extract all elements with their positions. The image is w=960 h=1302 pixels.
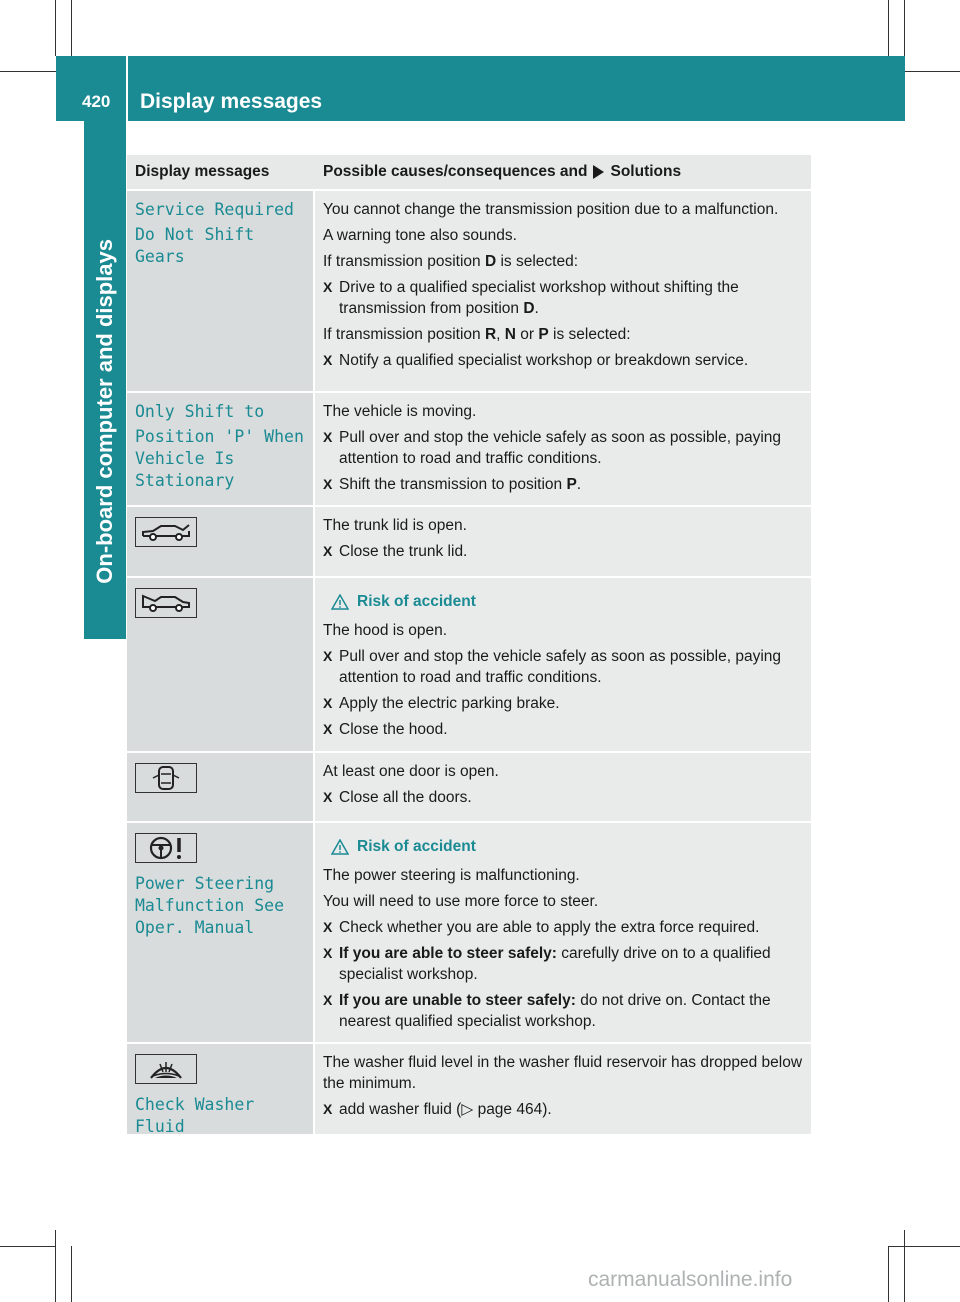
message-line: Do Not Shift Gears (135, 225, 255, 266)
table-row (127, 1044, 811, 1134)
washer-fluid-icon (135, 1054, 197, 1084)
step-marker: X (323, 279, 333, 295)
crop-mark (0, 71, 56, 72)
solution-step: X Close the trunk lid. (323, 543, 468, 560)
column-header-text: Solutions (610, 163, 682, 180)
cause-text: The washer fluid level in the washer fluid reservoir has dropped below the minimum. (323, 1054, 803, 1092)
solution-step: X If you are able to steer safely: carefully drive on to a qualified specialist workshop. (323, 945, 771, 983)
warning-notice (331, 591, 804, 612)
crop-mark (71, 0, 72, 56)
table-row (127, 753, 811, 823)
table-row (127, 393, 811, 507)
table-row (127, 191, 811, 393)
solution-step: X Drive to a qualified specialist workshop without shifting the transmission from position D. (323, 279, 739, 317)
message-line: Service Required (135, 200, 294, 219)
cause-text: At least one door is open. (323, 763, 499, 780)
page-header (56, 56, 905, 121)
table-row (127, 823, 811, 1044)
solution-step: X Apply the electric parking brake. (323, 695, 560, 712)
arrow-right-icon (593, 165, 604, 179)
step-marker: X (323, 919, 333, 935)
solution-step: X add washer fluid (▷ page 464). (323, 1101, 552, 1118)
cause-text: You cannot change the transmission position due to a malfunction. (323, 201, 779, 218)
solution-step: X Close the hood. (323, 721, 448, 738)
cause-text: The hood is open. (323, 622, 448, 639)
crop-mark (888, 0, 889, 56)
warning-text: Risk of accident (357, 593, 476, 610)
crop-mark (904, 0, 905, 56)
condition-text: If transmission position D is selected: (323, 253, 579, 270)
step-marker: X (323, 1101, 333, 1117)
table-header (127, 155, 811, 191)
cause-text: The vehicle is moving. (323, 403, 477, 420)
message-solution (315, 1044, 811, 1134)
column-header-messages: Display messages (135, 163, 270, 180)
condition-text: If transmission position R, N or P is selected: (323, 326, 631, 343)
cause-text: The trunk lid is open. (323, 517, 467, 534)
message-solution (315, 191, 811, 391)
cause-text: A warning tone also sounds. (323, 227, 517, 244)
hood-open-icon (135, 588, 197, 618)
display-messages-table (127, 155, 811, 1134)
section-title: On-board computer and displays (92, 239, 117, 584)
step-marker: X (323, 476, 333, 492)
message-solution (315, 507, 811, 576)
solution-step: X If you are unable to steer safely: do not drive on. Contact the nearest qualified specialist workshop. (323, 992, 771, 1030)
crop-mark (888, 1246, 889, 1302)
step-marker: X (323, 721, 333, 737)
column-header-solutions (315, 163, 811, 181)
message-line: Position 'P' When Vehicle Is Stationary (135, 427, 304, 490)
display-message (127, 393, 315, 505)
display-message (127, 1044, 315, 1134)
step-marker: X (323, 789, 333, 805)
cause-text: The power steering is malfunctioning. (323, 867, 580, 884)
trunk-open-icon (135, 517, 197, 547)
table-row (127, 507, 811, 578)
warning-notice (331, 836, 804, 857)
cause-text: You will need to use more force to steer. (323, 893, 599, 910)
message-solution (315, 393, 811, 505)
solution-step: X Pull over and stop the vehicle safely as soon as possible, paying attention to road and traffic conditions. (323, 648, 782, 686)
warning-text: Risk of accident (357, 838, 476, 855)
display-message (127, 753, 315, 821)
solution-step: X Pull over and stop the vehicle safely as soon as possible, paying attention to road and traffic conditions. (323, 429, 782, 467)
step-marker: X (323, 352, 333, 368)
crop-mark (55, 0, 56, 56)
step-marker: X (323, 992, 333, 1008)
solution-step: X Shift the transmission to position P. (323, 476, 582, 493)
table-row (127, 578, 811, 753)
page-number: 420 (82, 92, 111, 111)
column-header-text: Possible causes/consequences and (323, 163, 588, 180)
step-marker: X (323, 429, 333, 445)
page-title: Display messages (140, 90, 323, 113)
display-message (127, 578, 315, 751)
crop-mark (888, 1246, 960, 1247)
header-divider (126, 56, 128, 121)
crop-mark (71, 1246, 72, 1302)
display-message-text (135, 1094, 305, 1138)
warning-triangle-icon (331, 839, 349, 855)
step-marker: X (323, 945, 333, 961)
watermark: carmanualsonline.info (588, 1268, 793, 1291)
message-line: Only Shift to (135, 402, 265, 421)
display-message (127, 507, 315, 576)
power-steering-icon (135, 833, 197, 863)
step-marker: X (323, 543, 333, 559)
section-side-tab (84, 121, 126, 639)
crop-mark (0, 1246, 56, 1247)
message-solution (315, 578, 811, 751)
message-line: Check Washer Fluid (135, 1095, 255, 1136)
solution-step: X Close all the doors. (323, 789, 472, 806)
step-marker: X (323, 695, 333, 711)
step-marker: X (323, 648, 333, 664)
message-solution (315, 823, 811, 1042)
solution-step: X Notify a qualified specialist workshop or breakdown service. (323, 352, 749, 369)
crop-mark (905, 71, 960, 72)
display-message (127, 191, 315, 391)
display-message (127, 823, 315, 1042)
crop-mark (904, 1230, 905, 1302)
message-line: Power Steering Malfunction See Oper. Manual (135, 874, 285, 937)
message-solution (315, 753, 811, 821)
solution-step: X Check whether you are able to apply the extra force required. (323, 919, 760, 936)
display-message-text (135, 873, 305, 939)
crop-mark (55, 1230, 56, 1302)
warning-triangle-icon (331, 594, 349, 610)
door-open-icon (135, 763, 197, 793)
